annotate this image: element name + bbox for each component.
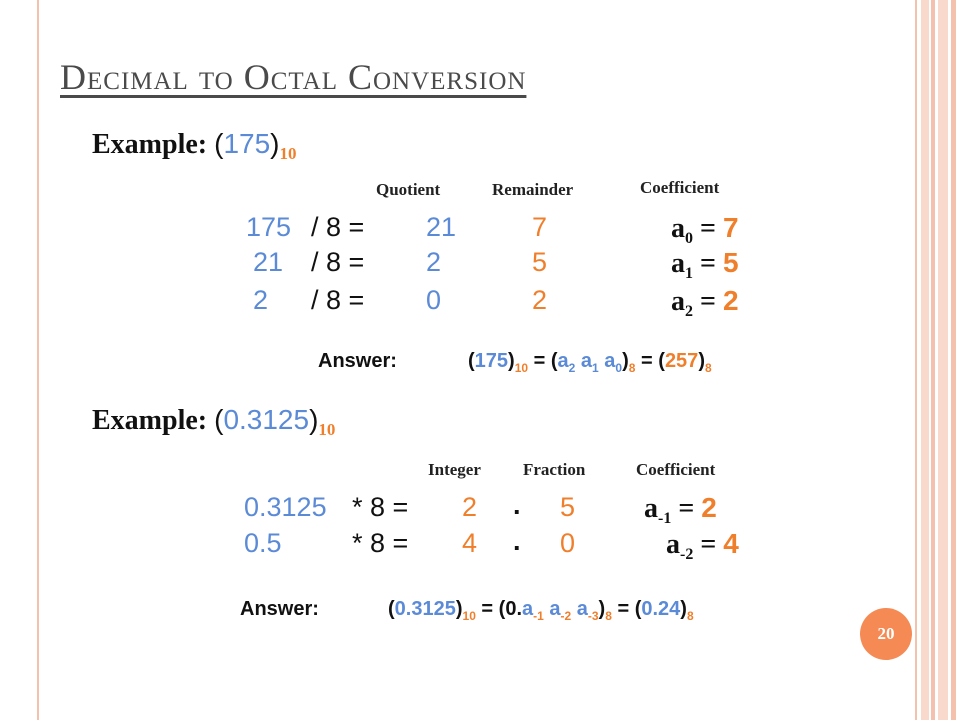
header-fraction: Fraction xyxy=(523,460,586,479)
integer-value: 4 xyxy=(462,528,478,558)
coefficient xyxy=(666,528,739,564)
coef-subscript: -1 xyxy=(658,510,672,527)
division-operator: / 8 = xyxy=(311,285,365,315)
equals: = xyxy=(611,598,635,620)
paren: ) xyxy=(309,404,319,435)
coef-subscript: -2 xyxy=(680,546,694,563)
coef-subscript: 1 xyxy=(685,265,693,282)
decorative-stripe xyxy=(931,0,935,720)
division-operator: / 8 = xyxy=(311,247,365,277)
multiplicand: 0.5 xyxy=(244,528,282,558)
header-integer: Integer xyxy=(428,460,481,479)
header-coefficient: Coefficient xyxy=(640,178,720,197)
paren: ( xyxy=(214,404,224,435)
integer-value: 2 xyxy=(462,492,478,522)
quotient-value: 2 xyxy=(426,247,442,277)
paren: ( xyxy=(550,350,558,372)
example-number: 175 xyxy=(223,128,271,159)
coefficient xyxy=(644,492,717,528)
header-remainder: Remainder xyxy=(492,180,574,199)
coef-subscript: 0 xyxy=(615,361,623,375)
coef-subscript: -2 xyxy=(560,609,572,623)
equals: = xyxy=(475,598,499,620)
decimal-point: . xyxy=(513,490,521,520)
quotient-value: 21 xyxy=(426,212,457,242)
answer-2-expression xyxy=(388,598,694,623)
base-subscript: 10 xyxy=(279,144,297,163)
page-number-badge: 20 xyxy=(860,608,912,660)
answer-result: 257 xyxy=(664,350,699,372)
decorative-stripe xyxy=(951,0,956,720)
remainder-value: 7 xyxy=(532,212,548,242)
example-1-heading xyxy=(92,128,296,164)
coef-symbol: a xyxy=(522,598,534,620)
header-coefficient: Coefficient xyxy=(636,460,716,479)
coef-subscript: 2 xyxy=(685,303,693,320)
coef-symbol: a xyxy=(666,529,680,560)
coefficient xyxy=(671,247,739,283)
remainder-value: 5 xyxy=(532,247,548,277)
coef-subscript: 2 xyxy=(568,361,576,375)
equals: = xyxy=(635,350,659,372)
base-subscript: 8 xyxy=(605,609,612,623)
example-2-heading xyxy=(92,404,335,440)
paren: ) xyxy=(680,598,687,620)
answer-1-expression xyxy=(468,350,712,375)
division-operator: / 8 = xyxy=(311,212,365,242)
header-quotient: Quotient xyxy=(376,180,441,199)
coef-symbol: a xyxy=(671,286,685,317)
coefficient xyxy=(671,212,739,248)
coef-symbol: a xyxy=(557,350,569,372)
paren: ) xyxy=(598,598,606,620)
paren: ) xyxy=(270,128,280,159)
base-subscript: 10 xyxy=(318,420,336,439)
paren: ( xyxy=(388,598,395,620)
coef-symbol: a xyxy=(671,248,685,279)
multiplicand: 0.3125 xyxy=(244,492,327,522)
equals: = xyxy=(693,286,723,317)
coef-subscript: -1 xyxy=(533,609,544,623)
base-subscript: 8 xyxy=(686,609,694,623)
equals: = xyxy=(693,248,723,279)
example-label: Example: xyxy=(92,405,215,436)
base-subscript: 10 xyxy=(514,361,529,375)
example-number: 0.3125 xyxy=(223,404,310,435)
dividend: 2 xyxy=(253,285,269,315)
decorative-stripe xyxy=(921,0,929,720)
answer-2-label: Answer: xyxy=(240,598,319,620)
coef-value: 5 xyxy=(722,247,739,278)
multiplication-operator: * 8 = xyxy=(352,492,409,522)
coef-value: 7 xyxy=(722,212,739,243)
answer-number: 175 xyxy=(474,350,509,372)
paren: ( xyxy=(658,350,665,372)
coefficient xyxy=(671,285,739,321)
paren: ) xyxy=(455,598,463,620)
base-subscript: 8 xyxy=(704,361,712,375)
coef-symbol: a xyxy=(598,350,616,372)
dividend: 175 xyxy=(246,212,292,242)
coef-subscript: -3 xyxy=(587,609,599,623)
decorative-stripe xyxy=(938,0,948,720)
coef-symbol: a xyxy=(671,213,685,244)
paren: (0. xyxy=(498,598,523,620)
paren: ) xyxy=(698,350,705,372)
quotient-value: 0 xyxy=(426,285,442,315)
coef-subscript: 0 xyxy=(685,230,693,247)
multiplication-operator: * 8 = xyxy=(352,528,409,558)
coef-symbol: a xyxy=(571,598,588,620)
coef-subscript: 1 xyxy=(592,361,599,375)
coef-symbol: a xyxy=(575,350,593,372)
equals: = xyxy=(671,493,702,524)
example-label: Example: xyxy=(92,129,215,160)
answer-number: 0.3125 xyxy=(394,598,456,620)
paren: ( xyxy=(214,128,224,159)
equals: = xyxy=(693,529,724,560)
paren: ( xyxy=(634,598,642,620)
paren: ( xyxy=(468,350,475,372)
paren: ) xyxy=(508,350,515,372)
equals: = xyxy=(693,213,723,244)
coef-value: 2 xyxy=(701,492,717,523)
answer-result: 0.24 xyxy=(641,598,681,620)
coef-symbol: a xyxy=(644,493,658,524)
slide-title: Decimal to Octal Conversion xyxy=(60,57,527,97)
paren: ) xyxy=(622,350,629,372)
base-subscript: 10 xyxy=(462,609,476,623)
equals: = xyxy=(528,350,551,372)
fraction-value: 5 xyxy=(560,492,576,522)
fraction-value: 0 xyxy=(560,528,576,558)
dividend: 21 xyxy=(253,247,284,277)
answer-1-label: Answer: xyxy=(318,350,397,372)
coef-value: 2 xyxy=(722,285,739,316)
remainder-value: 2 xyxy=(532,285,548,315)
base-subscript: 8 xyxy=(628,361,636,375)
coef-value: 4 xyxy=(723,528,739,559)
coef-symbol: a xyxy=(543,598,561,620)
decimal-point: . xyxy=(513,526,521,556)
